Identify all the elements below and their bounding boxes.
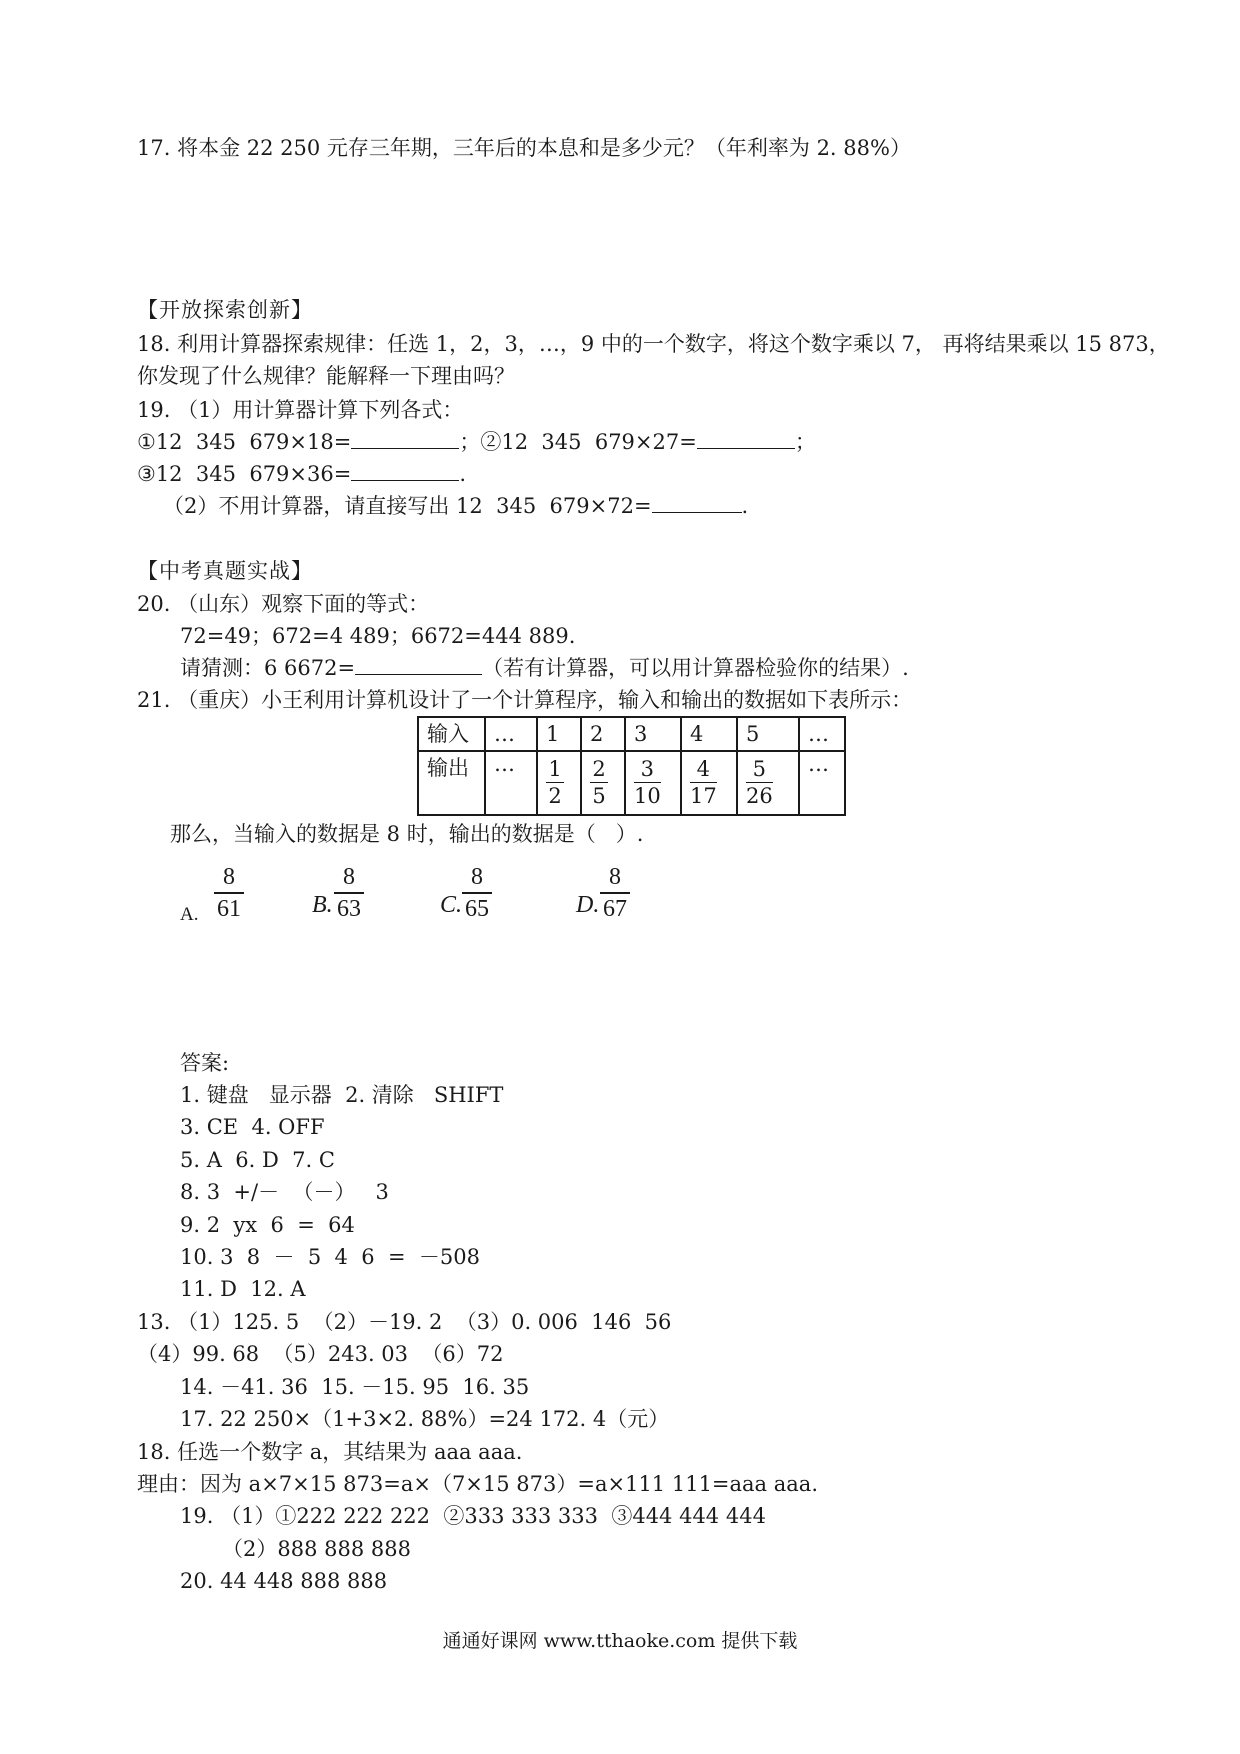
answer-line: 19. （1）①222 222 222 ②333 333 333 ③444 444 444	[180, 1504, 766, 1528]
option-fraction	[600, 862, 630, 924]
table-row-output	[418, 751, 845, 815]
input-output-table	[417, 716, 846, 816]
q19-item-b: ②12 345 679×27=	[480, 430, 697, 454]
answer-line: 1. 键盘 显示器 2. 清除 SHIFT	[180, 1083, 504, 1107]
answer-line: 18. 任选一个数字 a，其结果为 aaa aaa.	[137, 1440, 523, 1464]
answer-blank	[351, 428, 459, 449]
question-20-line-2: 72=49；672=4 489；6672=444 889.	[180, 624, 576, 648]
question-18-line-1: 18. 利用计算器探索规律：任选 1，2，3，…，9 中的一个数字，将这个数字乘以 7， 再将结果乘以 15 873，	[137, 332, 1170, 356]
numerator: 4	[696, 757, 711, 781]
numerator: 1	[548, 757, 562, 781]
table-cell-output-4	[681, 751, 737, 815]
question-19-part-1-line	[137, 428, 816, 456]
answer-blank	[351, 460, 459, 481]
table-cell-output-label: 输出	[418, 751, 485, 815]
period: .	[459, 462, 467, 486]
separator: ；	[459, 430, 481, 454]
option-letter: A.	[180, 904, 199, 925]
answers-title: 答案:	[180, 1051, 230, 1075]
answer-blank	[355, 654, 482, 675]
numerator: 5	[752, 757, 767, 781]
denominator: 65	[465, 896, 489, 922]
table-cell-ellipsis: …	[799, 717, 845, 751]
answer-line: 5. A 6. D 7. C	[180, 1148, 335, 1172]
question-19-part-1-line-2	[137, 460, 466, 488]
option-fraction	[334, 862, 364, 924]
section-heading-exam-practice: 【中考真题实战】	[137, 559, 313, 583]
q19-part-2-text: （2）不用计算器，请直接写出 12 345 679×72=	[163, 494, 652, 518]
table-cell-ellipsis: …	[485, 751, 537, 815]
question-18-line-2: 你发现了什么规律？能解释一下理由吗？	[137, 364, 515, 388]
question-20-line-3	[180, 654, 909, 682]
period: .	[741, 494, 749, 518]
fraction	[546, 752, 564, 809]
page-footer: 通通好课网 www.tthaoke.com 提供下载	[442, 1630, 798, 1652]
table-cell-output-3	[625, 751, 681, 815]
answer-line: 9. 2 yx 6 = 64	[180, 1213, 355, 1237]
answer-blank	[652, 492, 742, 513]
numerator: 2	[592, 757, 606, 781]
denominator: 5	[592, 784, 606, 808]
table-cell-output-2	[581, 751, 625, 815]
answer-line: （4）99. 68 （5）243. 03 （6）72	[137, 1342, 504, 1366]
q19-item-c: ③12 345 679×36=	[137, 462, 352, 486]
answer-line: 14. －41. 36 15. －15. 95 16. 35	[180, 1375, 530, 1399]
table-row-input	[418, 717, 845, 751]
question-19-part-2	[163, 492, 748, 520]
denominator: 17	[690, 784, 717, 808]
option-letter: D.	[576, 892, 600, 918]
table-cell-input-1: 1	[537, 717, 581, 751]
question-21-line-1: 21. （重庆）小王利用计算机设计了一个计算程序，输入和输出的数据如下表所示：	[137, 688, 913, 712]
answer-line: 理由：因为 a×7×15 873=a×（7×15 873）=a×111 111=aaa aaa.	[137, 1472, 818, 1496]
question-19-line-1: 19. （1）用计算器计算下列各式：	[137, 398, 464, 422]
numerator: 8	[343, 864, 355, 890]
table-cell-input-3: 3	[625, 717, 681, 751]
option-fraction	[462, 862, 492, 924]
option-letter: B.	[312, 892, 333, 918]
answer-line: 11. D 12. A	[180, 1277, 306, 1301]
table-cell-input-5: 5	[737, 717, 799, 751]
answer-line: 3. CE 4. OFF	[180, 1115, 325, 1139]
denominator: 63	[337, 896, 361, 922]
denominator: 10	[634, 784, 661, 808]
question-20-line-1: 20. （山东）观察下面的等式：	[137, 592, 430, 616]
denominator: 67	[603, 896, 627, 922]
answer-line: 10. 3 8 － 5 4 6 = －508	[180, 1245, 481, 1269]
table-cell-input-4: 4	[681, 717, 737, 751]
table-cell-output-1	[537, 751, 581, 815]
fraction	[690, 752, 717, 809]
fraction	[590, 752, 608, 809]
answer-blank	[697, 428, 795, 449]
separator: ；	[794, 430, 816, 454]
numerator: 8	[223, 864, 235, 890]
section-heading-open-exploration: 【开放探索创新】	[137, 298, 313, 322]
answer-line: 20. 44 448 888 888	[180, 1569, 388, 1593]
option-letter: C.	[440, 892, 463, 918]
option-fraction	[214, 862, 244, 924]
answer-line: 8. 3 +/－ （－） 3	[180, 1180, 389, 1204]
q20-hint: （若有计算器，可以用计算器检验你的结果）.	[482, 656, 909, 680]
table-cell-ellipsis: …	[799, 751, 845, 815]
numerator: 8	[471, 864, 483, 890]
answer-line: 17. 22 250×（1+3×2. 88%）=24 172. 4（元）	[180, 1407, 670, 1431]
answer-line: （2）888 888 888	[222, 1537, 411, 1561]
denominator: 26	[746, 784, 773, 808]
numerator: 8	[609, 864, 621, 890]
table-cell-input-label: 输入	[418, 717, 485, 751]
question-21-prompt: 那么，当输入的数据是 8 时，输出的数据是（ ）.	[170, 822, 644, 846]
numerator: 3	[640, 757, 655, 781]
fraction	[746, 752, 773, 809]
answer-line: 13. （1）125. 5 （2）－19. 2 （3）0. 006 146 56	[137, 1310, 672, 1334]
question-17: 17. 将本金 22 250 元存三年期，三年后的本息和是多少元？（年利率为 2. 88%）	[137, 136, 911, 160]
table-cell-output-5	[737, 751, 799, 815]
denominator: 2	[548, 784, 562, 808]
table-cell-ellipsis: …	[485, 717, 537, 751]
denominator: 61	[217, 896, 241, 922]
q19-item-a: ①12 345 679×18=	[137, 430, 352, 454]
fraction	[634, 752, 661, 809]
q20-guess-text: 请猜测：6 6672=	[180, 656, 356, 680]
table-cell-input-2: 2	[581, 717, 625, 751]
